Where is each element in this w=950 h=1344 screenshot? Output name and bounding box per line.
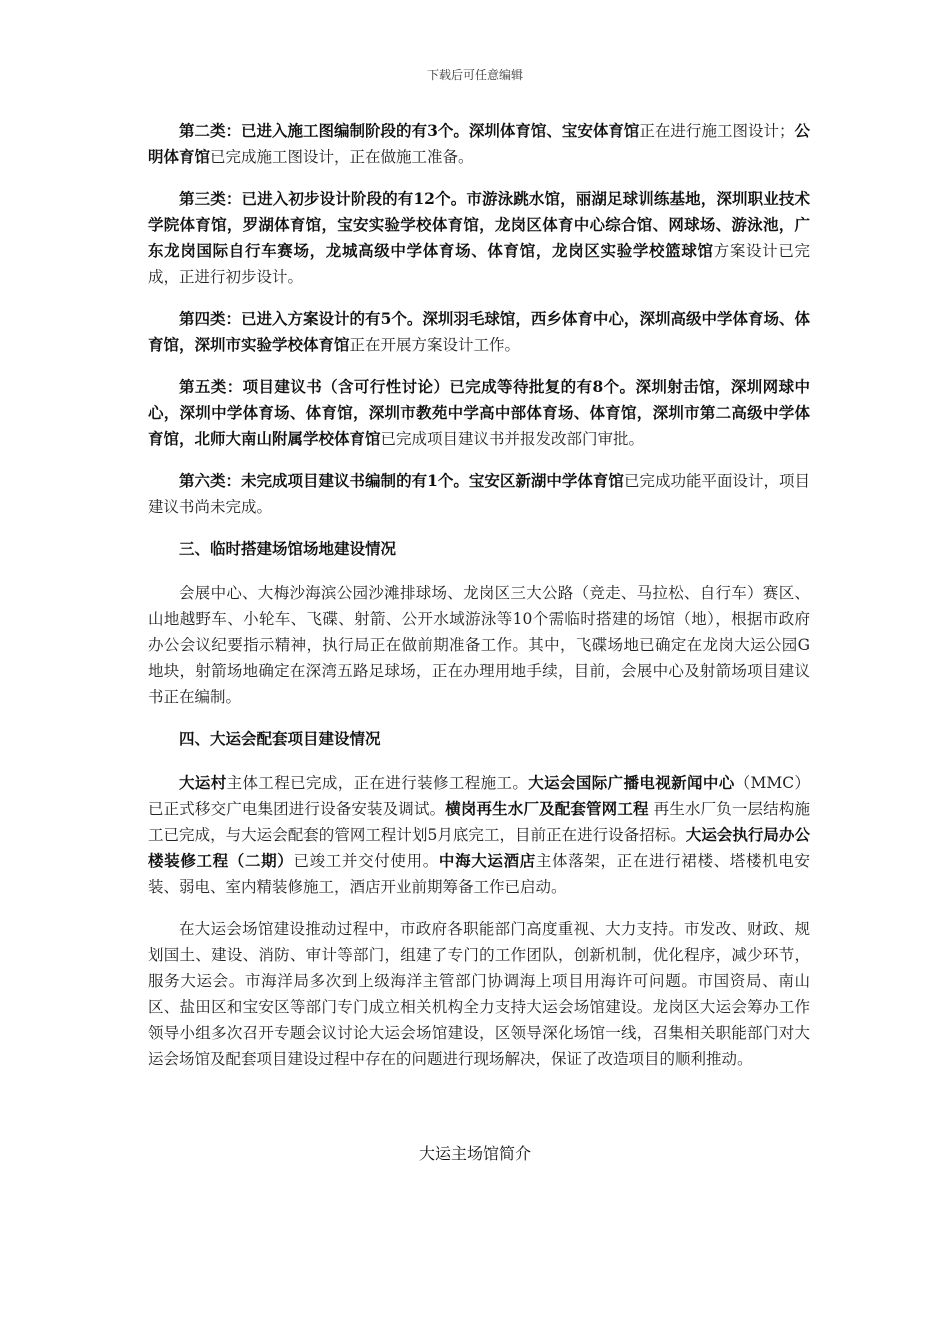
bold-text: 中海大运酒店 bbox=[438, 851, 536, 870]
bold-text: 大运会执行局办公楼装修工程（二期） bbox=[148, 825, 810, 870]
bold-text: 大运会国际广播电视新闻中心 bbox=[528, 773, 735, 792]
bold-text: 第五类：项目建议书（含可行性讨论）已完成等待批复的有8个。深圳射击馆，深圳网球中心，深圳中学体育场、体育馆，深圳市教苑中学高中部体育场、体育馆，深圳市第二高级中学体育馆，北师大南山附属学校体育馆 bbox=[148, 377, 810, 448]
section-heading-3: 三、临时搭建场馆场地建设情况 bbox=[179, 539, 397, 558]
paragraph-category-2: 第二类：已进入施工图编制阶段的有3个。深圳体育馆、宝安体育馆正在进行施工图设计；公明体育馆已完成施工图设计，正在做施工准备。 bbox=[148, 121, 810, 166]
paragraph-government-support: 在大运会场馆建设推动过程中，市政府各职能部门高度重视、大力支持。市发改、财政、规划国土、建设、消防、审计等部门，组建了专门的工作团队，创新机制，优化程序，减少环节，服务大运会。市海洋局多次到上级海洋主管部门协调海上项目用海许可问题。市国资局、南山区、盐田区和宝安区等部门专门成立相关机构全力支持大运会场馆建设。龙岗区大运会筹办工作领导小组多次召开专题会议讨论大运会场馆建设，区领导深化场馆一线，召集相关职能部门对大运会场馆及配套项目建设过程中存在的问题进行现场解决，保证了改造项目的顺利推动。 bbox=[148, 920, 810, 1068]
bold-text: 第二类：已进入施工图编制阶段的有3个。深圳体育馆、宝安体育馆 bbox=[179, 121, 640, 140]
paragraph-category-3: 第三类：已进入初步设计阶段的有12个。市游泳跳水馆，丽湖足球训练基地，深圳职业技术学院体育馆，罗湖体育馆，宝安实验学校体育馆，龙岗区体育中心综合馆、网球场、游泳池，广东龙岗国际自行车赛场，龙城高级中学体育场、体育馆，龙岗区实验学校篮球馆方案设计已完成，正进行初步设计。 bbox=[148, 189, 810, 286]
section-heading-4: 四、大运会配套项目建设情况 bbox=[179, 729, 381, 748]
document-body bbox=[148, 118, 810, 1088]
paragraph-category-5: 第五类：项目建议书（含可行性讨论）已完成等待批复的有8个。深圳射击馆，深圳网球中心，深圳中学体育场、体育馆，深圳市教苑中学高中部体育场、体育馆，深圳市第二高级中学体育馆，北师大南山附属学校体育馆已完成项目建议书并报发改部门审批。 bbox=[148, 377, 810, 448]
paragraph-supporting-projects: 大运村主体工程已完成，正在进行装修工程施工。大运会国际广播电视新闻中心（MMC）已正式移交广电集团进行设备安装及调试。横岗再生水厂及配套管网工程 再生水厂负一层结构施工已完成，与大运会配套的管网工程计划5月底完工，目前正在进行设备招标。大运会执行局办公楼装修工程（二期）已竣工并交付使用。中海大运酒店主体落架，正在进行裙楼、塔楼机电安装、弱电、室内精装修施工，酒店开业前期筹备工作已启动。 bbox=[148, 773, 810, 896]
bold-text: 第四类：已进入方案设计的有5个。深圳羽毛球馆，西乡体育中心，深圳高级中学体育场、体育馆，深圳市实验学校体育馆 bbox=[148, 309, 810, 354]
bold-text: 第六类：未完成项目建议书编制的有1个。宝安区新湖中学体育馆 bbox=[179, 471, 624, 490]
paragraph-category-6: 第六类：未完成项目建议书编制的有1个。宝安区新湖中学体育馆已完成功能平面设计，项目建议书尚未完成。 bbox=[148, 471, 810, 516]
paragraph-temporary-venues: 会展中心、大梅沙海滨公园沙滩排球场、龙岗区三大公路（竞走、马拉松、自行车）赛区、山地越野车、小轮车、飞碟、射箭、公开水域游泳等10个需临时搭建的场馆（地），根据市政府办公会议纪要指示精神，执行局正在做前期准备工作。其中，飞碟场地已确定在龙岗大运公园G地块，射箭场地确定在深湾五路足球场，正在办理用地手续，目前，会展中心及射箭场项目建议书正在编制。 bbox=[148, 584, 810, 706]
bold-text: 公明体育馆 bbox=[148, 121, 810, 166]
paragraph-category-4: 第四类：已进入方案设计的有5个。深圳羽毛球馆，西乡体育中心，深圳高级中学体育场、体育馆，深圳市实验学校体育馆正在开展方案设计工作。 bbox=[148, 309, 810, 354]
bold-text: 大运村 bbox=[179, 773, 227, 792]
bold-text: 横岗再生水厂及配套管网工程 bbox=[445, 799, 649, 818]
section-title-main-venue: 大运主场馆简介 bbox=[418, 1144, 531, 1163]
page-header: 下载后可任意编辑 bbox=[426, 68, 523, 82]
bold-text: 第三类：已进入初步设计阶段的有12个。市游泳跳水馆，丽湖足球训练基地，深圳职业技术学院体育馆，罗湖体育馆，宝安实验学校体育馆，龙岗区体育中心综合馆、网球场、游泳池，广东龙岗国际自行车赛场，龙城高级中学体育场、体育馆，龙岗区实验学校篮球馆 bbox=[148, 189, 810, 260]
